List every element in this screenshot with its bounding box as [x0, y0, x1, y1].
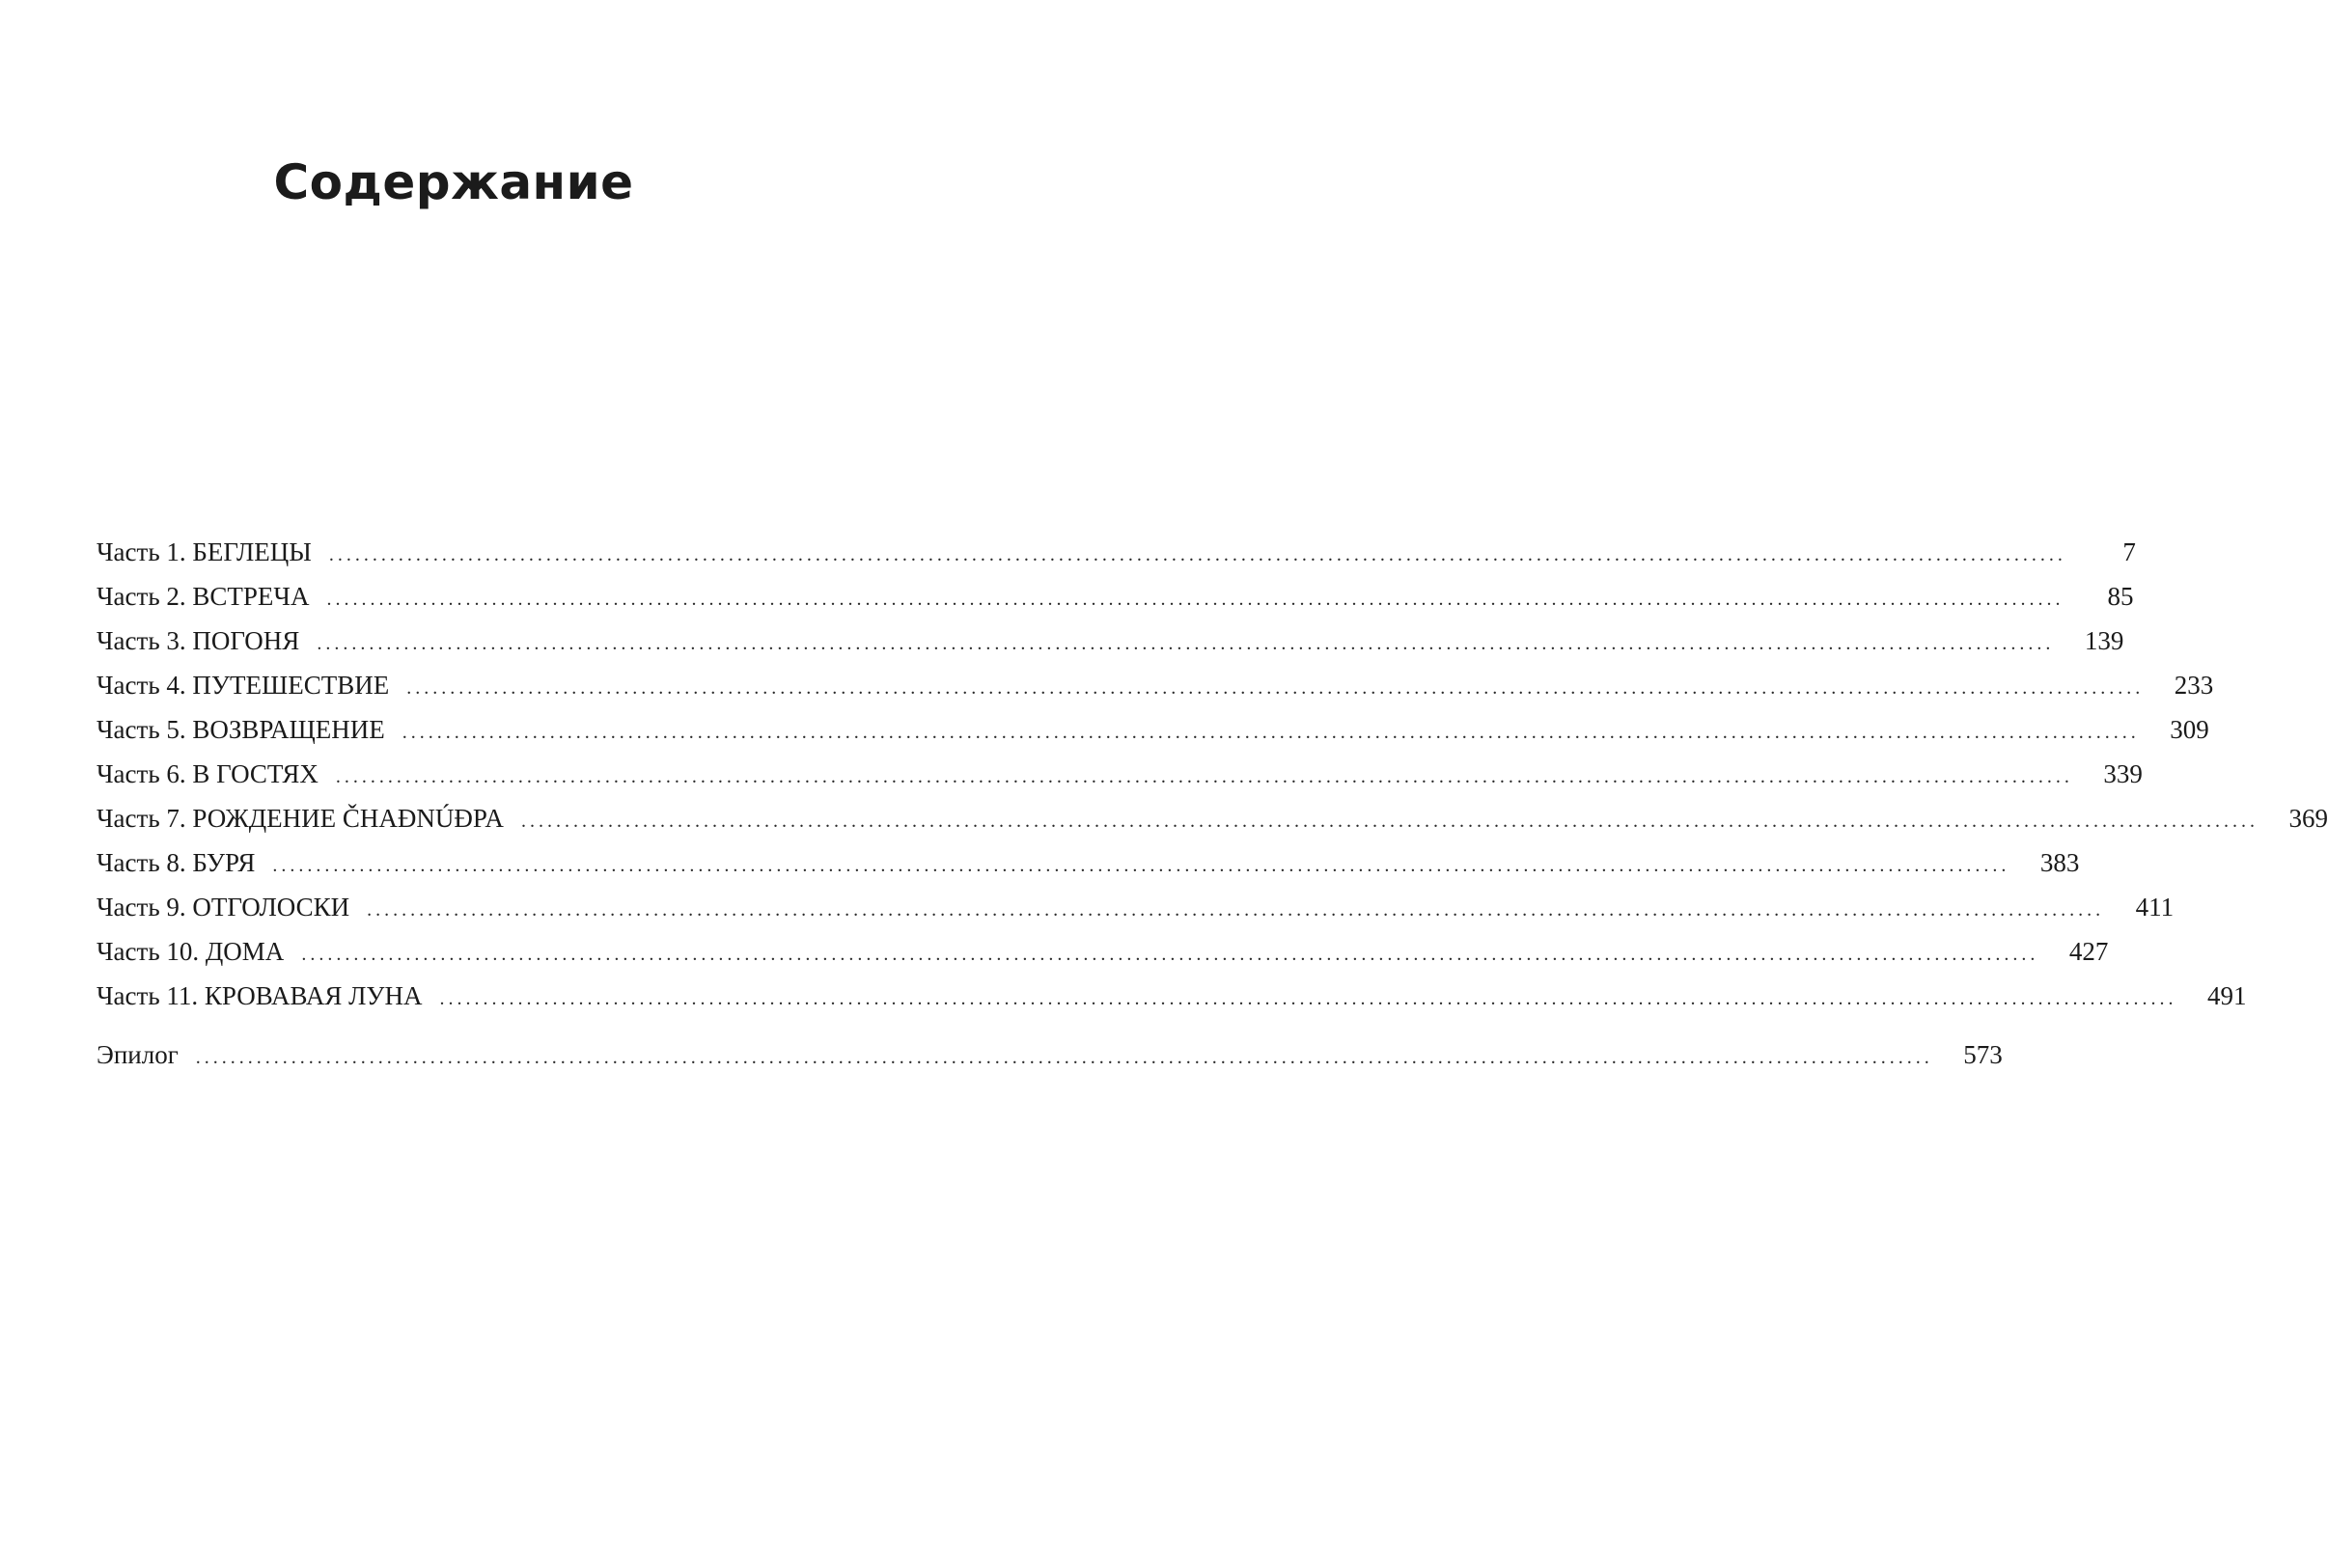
toc-entry-title: Часть 10. ДОМА — [97, 937, 285, 966]
toc-entry[interactable] — [97, 707, 2209, 752]
toc-entry[interactable] — [97, 574, 2134, 619]
toc-entry-page: 309 — [2170, 715, 2209, 744]
toc-entry-epilogue[interactable] — [97, 1032, 2003, 1077]
table-of-contents — [97, 530, 2328, 1077]
toc-entry-title: Часть 7. РОЖДЕНИЕ ČHAĐNÚĐPA — [97, 804, 504, 833]
dot-leader: ........................................................................................................................................................................................................ — [402, 722, 2140, 743]
dot-leader: ........................................................................................................................................................................................................ — [335, 766, 2073, 787]
toc-entry-page: 573 — [1963, 1040, 2003, 1069]
toc-entry-title: Часть 2. ВСТРЕЧА — [97, 582, 310, 611]
toc-entry-title: Часть 9. ОТГОЛОСКИ — [97, 893, 350, 922]
dot-leader: ........................................................................................................................................................................................................ — [367, 899, 2105, 921]
toc-entry[interactable] — [97, 885, 2175, 929]
toc-entry[interactable] — [97, 752, 2143, 796]
toc-entry-page: 85 — [2107, 582, 2134, 611]
toc-entry-page: 491 — [2207, 981, 2247, 1010]
dot-leader: ........................................................................................................................................................................................................ — [272, 855, 2010, 876]
toc-entry-title: Эпилог — [97, 1040, 179, 1069]
dot-leader: ........................................................................................................................................................................................................ — [317, 633, 2055, 654]
toc-entry-page: 7 — [2122, 537, 2136, 566]
toc-entry-page: 411 — [2135, 893, 2175, 922]
toc-entry-title: Часть 5. ВОЗВРАЩЕНИЕ — [97, 715, 385, 744]
toc-entry-title: Часть 3. ПОГОНЯ — [97, 626, 300, 655]
toc-entry-page: 427 — [2068, 937, 2109, 966]
toc-entry-page: 383 — [2039, 848, 2080, 877]
dot-leader: ........................................................................................................................................................................................................ — [439, 988, 2177, 1009]
toc-entry[interactable] — [97, 619, 2124, 663]
dot-leader: ........................................................................................................................................................................................................ — [520, 811, 2259, 832]
toc-entry-page: 339 — [2103, 759, 2143, 788]
toc-entry-title: Часть 4. ПУТЕШЕСТВИЕ — [97, 671, 390, 700]
dot-leader: ........................................................................................................................................................................................................ — [326, 589, 2065, 610]
toc-entry-title: Часть 11. КРОВАВАЯ ЛУНА — [97, 981, 423, 1010]
toc-entry[interactable] — [97, 974, 2247, 1018]
toc-entry-title: Часть 6. В ГОСТЯХ — [97, 759, 319, 788]
toc-entry-title: Часть 1. БЕГЛЕЦЫ — [97, 537, 312, 566]
dot-leader: ........................................................................................................................................................................................................ — [406, 677, 2145, 699]
toc-entry-page: 369 — [2288, 804, 2328, 833]
toc-entry-page: 139 — [2084, 626, 2124, 655]
toc-entry[interactable] — [97, 530, 2136, 574]
toc-entry[interactable] — [97, 663, 2214, 707]
toc-entry-title: Часть 8. БУРЯ — [97, 848, 256, 877]
dot-leader: ........................................................................................................................................................................................................ — [328, 544, 2066, 565]
dot-leader: ........................................................................................................................................................................................................ — [301, 944, 2039, 965]
toc-entry-page: 233 — [2174, 671, 2214, 700]
toc-entry[interactable] — [97, 929, 2109, 974]
dot-leader: ........................................................................................................................................................................................................ — [195, 1047, 1933, 1068]
page-title: Содержание — [273, 154, 634, 210]
toc-entry[interactable] — [97, 840, 2080, 885]
toc-entry[interactable] — [97, 796, 2328, 840]
